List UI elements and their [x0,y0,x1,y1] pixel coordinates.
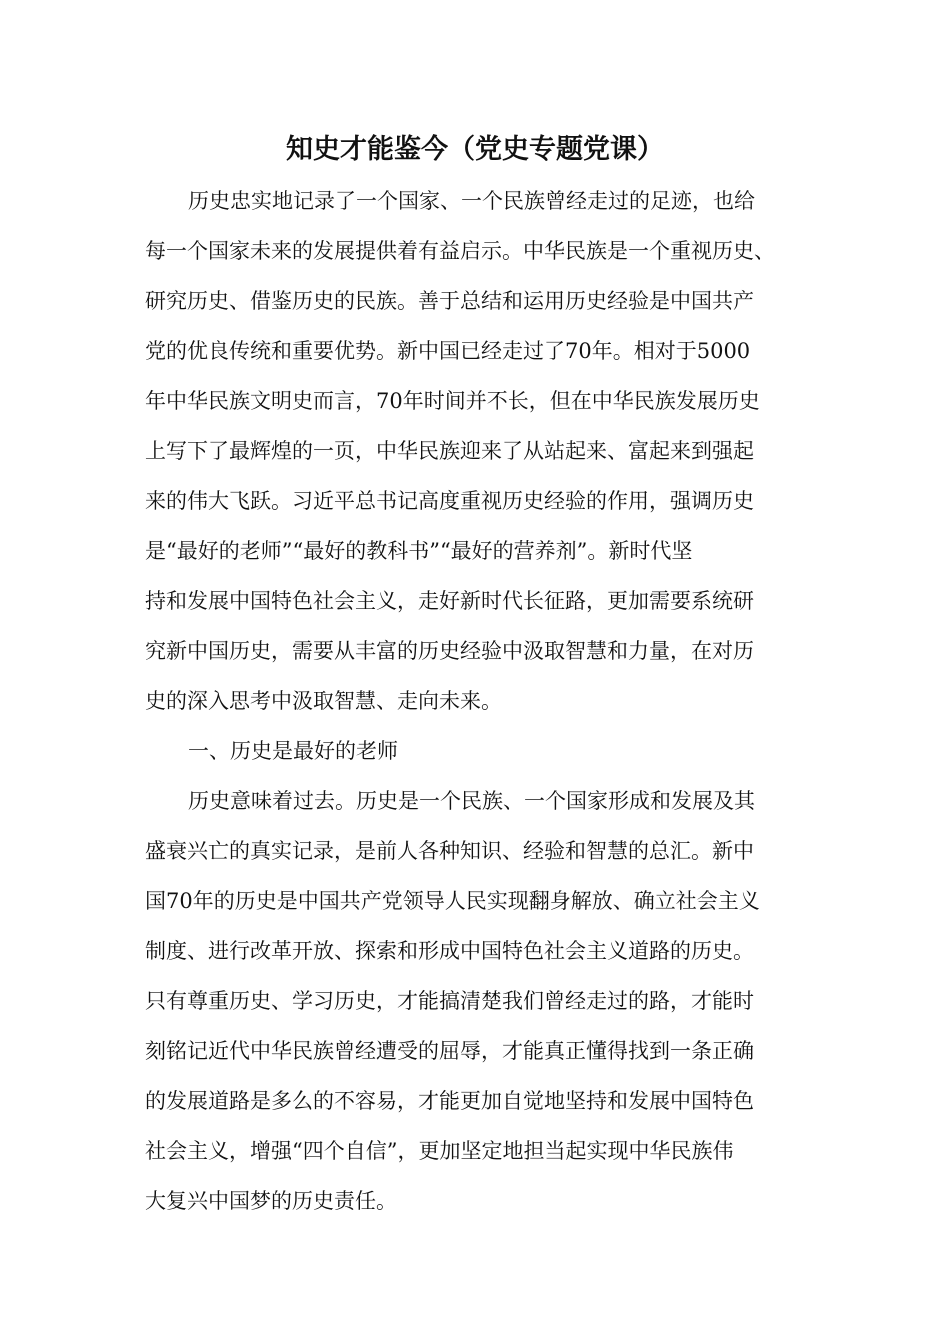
paragraph-line: 大复兴中国梦的历史责任。 [145,1189,397,1213]
paragraph-line: 历史忠实地记录了一个国家、一个民族曾经走过的足迹，也给 [188,189,755,213]
paragraph-line: 社会主义，增强“四个自信”，更加坚定地担当起实现中华民族伟 [145,1139,734,1163]
paragraph-line: 上写下了最辉煌的一页，中华民族迎来了从站起来、富起来到强起 [145,439,754,463]
paragraph-line: 每一个国家未来的发展提供着有益启示。中华民族是一个重视历史、 [145,239,775,263]
section-heading: 一、历史是最好的老师 [188,739,398,763]
paragraph-line: 年中华民族文明史而言，70年时间并不长，但在中华民族发展历史 [145,389,760,413]
paragraph-line: 国70年的历史是中国共产党领导人民实现翻身解放、确立社会主义 [145,889,760,913]
paragraph-line: 究新中国历史，需要从丰富的历史经验中汲取智慧和力量，在对历 [145,639,754,663]
paragraph-line: 历史意味着过去。历史是一个民族、一个国家形成和发展及其 [188,789,755,813]
paragraph-line: 盛衰兴亡的真实记录，是前人各种知识、经验和智慧的总汇。新中 [145,839,754,863]
paragraph-line: 只有尊重历史、学习历史，才能搞清楚我们曾经走过的路，才能时 [145,989,754,1013]
paragraph-line: 研究历史、借鉴历史的民族。善于总结和运用历史经验是中国共产 [145,289,754,313]
paragraph-line: 党的优良传统和重要优势。新中国已经走过了70年。相对于5000 [145,339,751,363]
paragraph-line: 制度、进行改革开放、探索和形成中国特色社会主义道路的历史。 [145,939,754,963]
paragraph-line: 持和发展中国特色社会主义，走好新时代长征路，更加需要系统研 [145,589,754,613]
paragraph-line: 史的深入思考中汲取智慧、走向未来。 [145,689,502,713]
document-title: 知史才能鉴今（党史专题党课） [286,134,664,165]
paragraph-line: 刻铭记近代中华民族曾经遭受的屈辱，才能真正懂得找到一条正确 [145,1039,754,1063]
paragraph-line: 来的伟大飞跃。习近平总书记高度重视历史经验的作用，强调历史 [145,489,754,513]
paragraph-line: 的发展道路是多么的不容易，才能更加自觉地坚持和发展中国特色 [145,1089,754,1113]
paragraph-line: 是“最好的老师”“最好的教科书”“最好的营养剂”。新时代坚 [145,539,693,563]
